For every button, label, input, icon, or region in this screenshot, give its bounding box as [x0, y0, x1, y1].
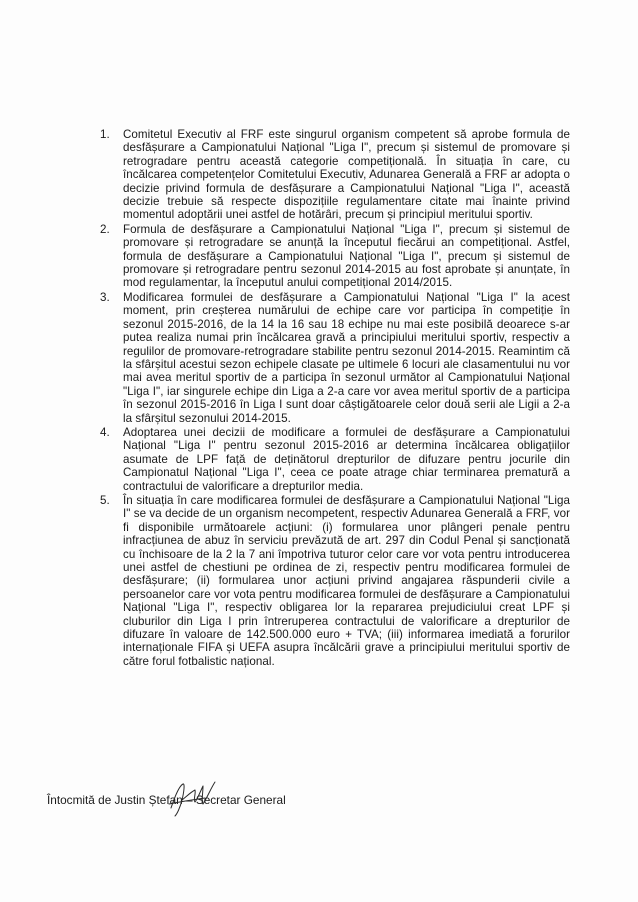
item-text: În situația în care modificarea formulei de desfășurare a Campionatului Național "Liga I" se va decide de un organism necompetent, respectiv Adunarea Generală a FRF, vor fi disponibile următoarele acțiuni: (i) formularea unor plângeri penale pentru infracțiunea de abuz în serviciu prevăzută de art. 297 din Codul Penal și sancționată cu închisoare de la 2 la 7 ani împotriva tuturor celor care vor vota pentru introducerea unei astfel de chestiuni pe ordinea de zi, respectiv pentru modificarea formulei de desfășurare; (ii) formularea unor acțiuni privind angajarea răspunderii civile a persoanelor care vor vota pentru modificarea formulei de desfășurare a Campionatului Național "Liga I", respectiv obligarea lor la repararea prejudiciului creat LPF și cluburilor din Liga I prin întreruperea contractului de valorificare a drepturilor de difuzare în valoare de 142.500.000 euro + TVA; (iii) informarea imediată a forurilor internaționale FIFA și UEFA asupra încălcării grave a principiului meritului sportiv de către forul fotbalistic național. [123, 493, 570, 668]
list-item [100, 494, 570, 668]
item-text: Modificarea formulei de desfășurare a Campionatului Național "Liga I" la acest moment, prin creșterea numărului de echipe care vor participa în competiție în sezonul 2015-2016, de la 14 la 16 sau 18 echipe nu mai este posibilă deoarece s-ar putea realiza numai prin încălcarea gravă a principiului meritului sportiv, respectiv a regulilor de promovare-retrogradare stabilite pentru sezonul 2014-2015. Reamintim că la sfârșitul acestui sezon echipele clasate pe ultimele 6 locuri ale clasamentului nu vor mai avea meritul sportiv de a participa în sezonul următor al Campionatului Național "Liga I", iar singurele echipe din Liga a 2-a care vor avea meritul sportiv de a participa în sezonul 2015-2016 în Liga I sunt doar câștigătoarele celor două serii ale Ligii a 2-a la sfârșitul sezonului 2014-2015. [123, 290, 570, 425]
author-line: Întocmită de Justin Ștefan – Secretar General [47, 793, 286, 807]
item-text: Comitetul Executiv al FRF este singurul organism competent să aprobe formula de desfășurare a Campionatului Național "Liga I", precum și sistemul de promovare și retrogradare pentru această categorie competițională. În situația în care, cu încălcarea competențelor Comitetului Executiv, Adunarea Generală a FRF ar adopta o decizie privind formula de desfășurare a Campionatului Național "Liga I", această decizie trebuie să respecte dispozițiile regulamentare citate mai înainte privind momentul adoptării unei astfel de hotărâri, precum și principiul meritului sportiv. [123, 128, 570, 222]
list-item [100, 223, 570, 290]
item-number: 3. [100, 290, 110, 304]
list-item [100, 291, 570, 425]
item-number: 1. [100, 128, 110, 141]
item-text: Adoptarea unei decizii de modificare a formulei de desfășurare a Campionatului Național "Liga I" pentru sezonul 2015-2016 ar determina încălcarea obligațiilor asumate de LPF față de deținătorul drepturilor de difuzare pentru jocurile din Campionatul Național "Liga I", ceea ce poate atrage chiar terminarea prematură a contractului de valorificare a drepturilor media. [123, 425, 570, 493]
numbered-list [100, 128, 570, 669]
list-item [100, 426, 570, 493]
item-number: 2. [100, 222, 110, 236]
item-text: Formula de desfășurare a Campionatului Național "Liga I", precum și sistemul de promovare și retrogradare se anunță la începutul fiecărui an competițional. Astfel, formula de desfășurare a Campionatului Național "Liga I", precum și sistemul de promovare și retrogradare pentru sezonul 2014-2015 au fost aprobate și anunțate, în mod regulamentar, la începutul anului competițional 2014/2015. [123, 222, 570, 290]
list-item [100, 128, 570, 222]
item-number: 5. [100, 493, 110, 507]
item-number: 4. [100, 425, 110, 439]
